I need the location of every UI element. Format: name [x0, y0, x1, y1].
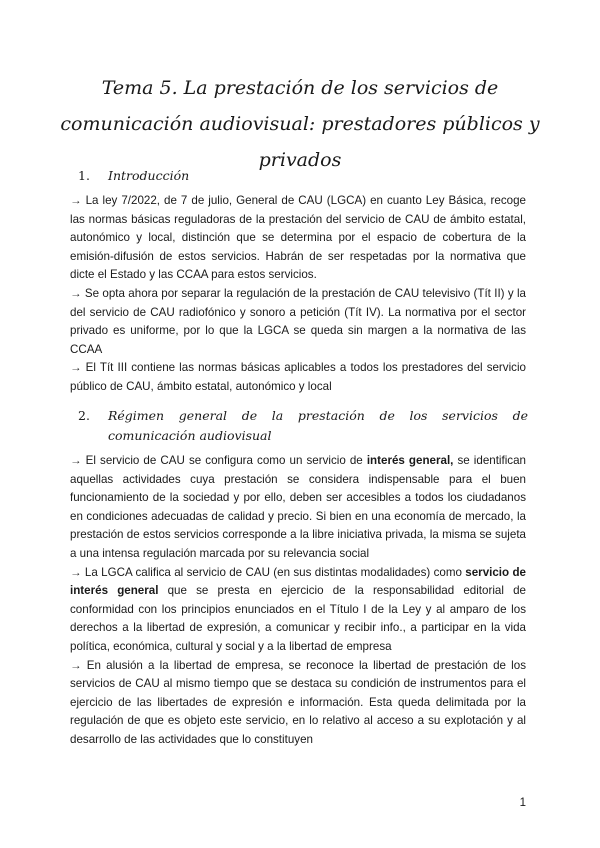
emphasis-text: servicio de interés general [70, 565, 526, 598]
paragraph-text: → El servicio de CAU se configura como un servicio de [70, 454, 367, 467]
section-1-number: 1. [78, 168, 90, 183]
section-1-heading [78, 166, 528, 186]
paragraph-text: → La LGCA califica al servicio de CAU (en sus distintas modalidades) como [70, 565, 466, 579]
paragraph [70, 564, 526, 657]
paragraph-text: se identifican aquellas actividades cuya prestación se considera indispensable para el buen funcionamiento de la sociedad y por ello, deben ser accesibles a todos los ciudadanos en condiciones adecuadas de calidad y precio. Si bien en una economía de mercado, la prestación de estos servicios corresponde a la libre iniciativa privada, la misma se sujeta a una intensa regulación marcada por su relevancia social [70, 454, 526, 560]
section-1-body [70, 192, 526, 397]
paragraph: → Se opta ahora por separar la regulación de la prestación de CAU televisivo (Tít II) y la del servicio de CAU radiofónico y sonoro a petición (Tít IV). La normativa por el sector privado es uniforme, por lo que la LGCA se queda sin margen a la normativa de las CCAA [70, 286, 526, 356]
document-title: Tema 5. La prestación de los servicios de comunicación audiovisual: prestadores públicos y privados [60, 77, 540, 171]
paragraph [70, 452, 526, 564]
section-1-title: Introducción [108, 168, 190, 183]
section-2-number: 2. [78, 408, 90, 423]
emphasis-text: interés general, [366, 454, 454, 467]
section-2-body [70, 452, 526, 750]
paragraph: → En alusión a la libertad de empresa, se reconoce la libertad de prestación de los servicios de CAU al mismo tiempo que se destaca su condición de instrumentos para el ejercicio de las libertades de expresión e información. Esta queda delimitada por la regulación de que es objeto este servicio, en lo relativo al acceso a su explotación y al desarrollo de las actividades que lo constituyen [70, 658, 526, 746]
page-number: 1 [519, 797, 526, 809]
paragraph-text: que se presta en ejercicio de la responsabilidad editorial de conformidad con los principios enunciados en el Título I de la Ley y al amparo de los derechos a la libertad de expresión, a comunicar y recibir info., a participar en la vida política, económica, cultural y social y a la libertad de empresa [70, 584, 526, 653]
section-2-heading [78, 406, 528, 446]
paragraph: → El Tít III contiene las normas básicas aplicables a todos los prestadores del servicio público de CAU, ámbito estatal, autonómico y local [70, 361, 526, 393]
section-2-title: Régimen general de la prestación de los servicios de comunicación audiovisual [108, 408, 528, 443]
paragraph: → La ley 7/2022, de 7 de julio, General de CAU (LGCA) en cuanto Ley Básica, recoge las normas básicas reguladoras de la prestación del servicio de CAU de ámbito estatal, autonómico y local, distinción que se determina por el espacio de cobertura de la emisión-difusión de estos servicios. Habrán de ser respetadas por la normativa que dicte el Estado y las CCAA para estos servicios. [70, 194, 526, 282]
